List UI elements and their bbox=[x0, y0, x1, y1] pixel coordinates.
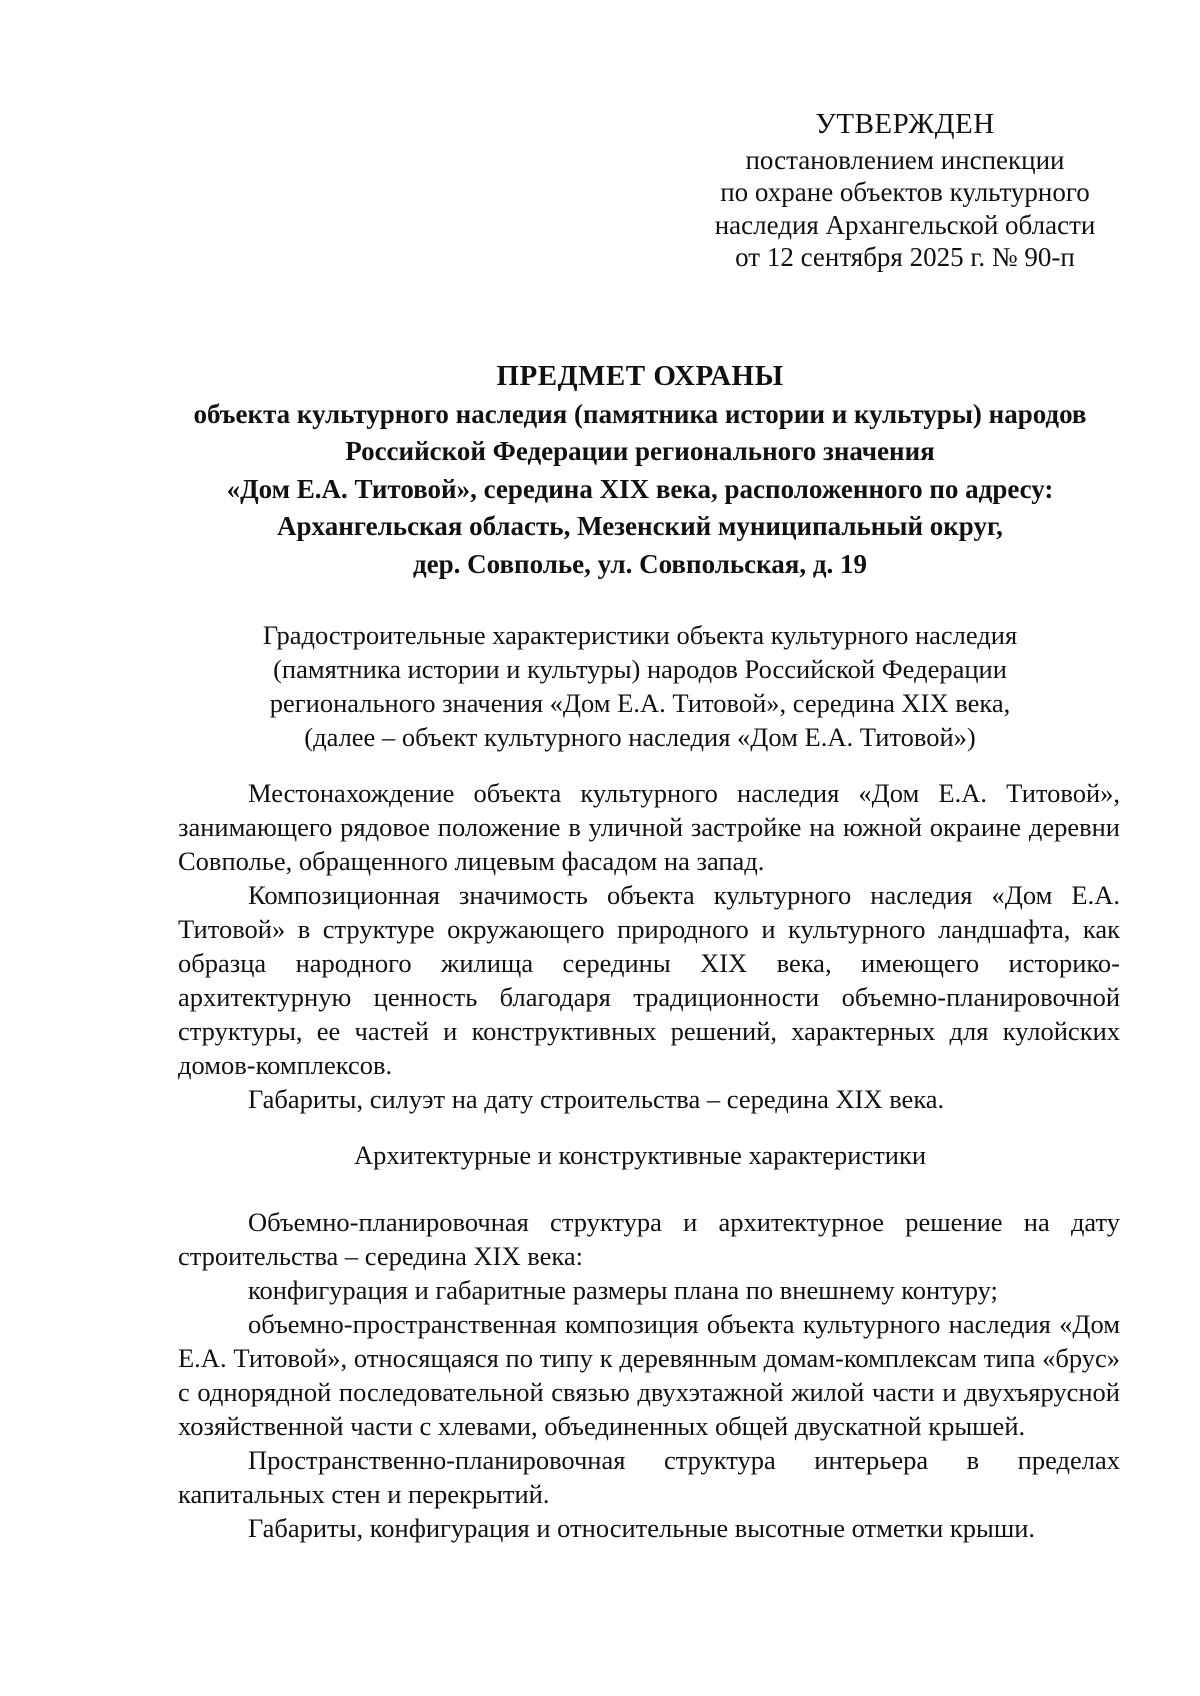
paragraph: конфигурация и габаритные размеры плана по внешнему контуру; bbox=[248, 1275, 998, 1305]
approval-title: УТВЕРЖДЕН bbox=[815, 108, 995, 140]
title-line: дер. Совполье, ул. Совпольская, д. 19 bbox=[412, 548, 868, 579]
section-body-architecture bbox=[178, 1205, 1120, 1545]
document-title-block bbox=[160, 358, 1120, 583]
paragraph: объемно-пространственная композиция объекта культурного наследия «Дом Е.А. Титовой», относящаяся по типу к деревянным домам-комплексам типа «брус» с однорядной последовательной связью двухэтажной жилой части и двухъярусной хозяйственной части с хлевами, объединенных общей двускатной крышей. bbox=[178, 1309, 1120, 1441]
section-heading-line: (памятника истории и культуры) народов Российской Федерации bbox=[273, 654, 1007, 684]
approval-stamp bbox=[690, 108, 1120, 274]
approval-line: наследия Архангельской области bbox=[714, 209, 1096, 240]
paragraph: Объемно-планировочная структура и архитектурное решение на дату строительства – середина XIX века: bbox=[178, 1207, 1120, 1271]
section-heading-line: регионального значения «Дом Е.А. Титовой», середина XIX века, bbox=[269, 688, 1011, 718]
title-line: Архангельская область, Мезенский муниципальный округ, bbox=[277, 511, 1003, 541]
approval-line: по охране объектов культурного bbox=[720, 177, 1090, 207]
paragraph: Местонахождение объекта культурного наследия «Дом Е.А. Титовой», занимающего рядовое положение в уличной застройке на южной окраине деревни Совполье, обращенного лицевым фасадом на запад. bbox=[178, 778, 1120, 876]
paragraph: Композиционная значимость объекта культурного наследия «Дом Е.А. Титовой» в структуре окружающего природного и культурного ландшафта, как образца народного жилища середины XIX века, имеющего историко-архитектурную ценность благодаря традиционности объемно-планировочной структуры, ее частей и конструктивных решений, характерных для кулойских домов-комплексов. bbox=[178, 880, 1120, 1080]
approval-line: от 12 сентября 2025 г. № 90-п bbox=[735, 242, 1075, 272]
section-heading-line: (далее – объект культурного наследия «Дом Е.А. Титовой») bbox=[304, 722, 976, 752]
paragraph: Пространственно-планировочная структура интерьера в пределах капитальных стен и перекрытий. bbox=[178, 1445, 1120, 1509]
document-title: ПРЕДМЕТ ОХРАНЫ bbox=[496, 360, 784, 392]
title-line: «Дом Е.А. Титовой», середина XIX века, расположенного по адресу: bbox=[226, 473, 1054, 504]
approval-line: постановлением инспекции bbox=[745, 144, 1065, 175]
paragraph: Габариты, силуэт на дату строительства – середина XIX века. bbox=[248, 1084, 945, 1114]
title-line: объекта культурного наследия (памятника истории и культуры) народов bbox=[193, 398, 1087, 429]
section-heading-architecture: Архитектурные и конструктивные характеристики bbox=[353, 1140, 927, 1170]
title-line: Российской Федерации регионального значения bbox=[345, 436, 935, 466]
section-body-urban bbox=[178, 776, 1120, 1116]
section-heading-line: Градостроительные характеристики объекта культурного наследия bbox=[262, 620, 1018, 650]
paragraph: Габариты, конфигурация и относительные высотные отметки крыши. bbox=[248, 1513, 1036, 1543]
section-heading-urban bbox=[180, 618, 1100, 754]
